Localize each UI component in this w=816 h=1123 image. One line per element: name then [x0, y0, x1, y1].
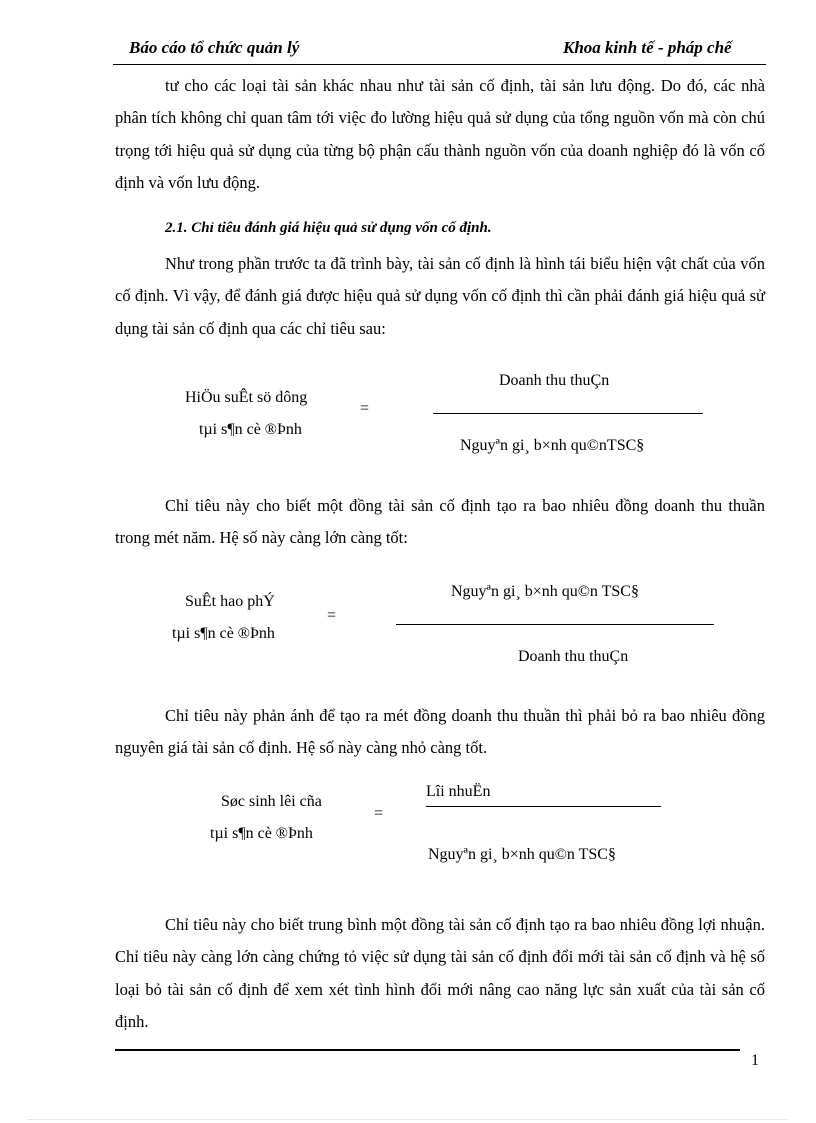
header-rule	[113, 64, 766, 65]
formula2-left-line2: tµi s¶n cè ®Þnh	[172, 625, 275, 642]
footer-rule	[115, 1049, 740, 1051]
section-heading: 2.1. Chỉ tiêu đánh giá hiệu quả sử dụng vốn cố định.	[165, 220, 492, 236]
paragraph-profitability-note: Chỉ tiêu này cho biết trung bình một đồng tài sản cố định tạo ra bao nhiêu đồng lợi nhuận. Chỉ tiêu này càng lớn càng chứng tỏ việc sử dụng tài sản cố định đổi mới tài sản cố định và hệ số loại bỏ tài sản cố định để xem xét tình hình đổi mới nâng cao năng lực sản xuất của tài sản cố định.	[115, 915, 765, 1031]
header-left-title: Báo cáo tổ chức quản lý	[129, 38, 300, 57]
formula2-numerator: Nguyªn gi¸ b×nh qu©n TSC§	[451, 583, 639, 600]
formula3-left-line1: Søc sinh lêi cña	[221, 793, 322, 810]
formula1-left-line2: tµi s¶n cè ®Þnh	[199, 421, 302, 438]
formula2-denominator: Doanh thu thuÇn	[518, 648, 629, 665]
formula3-left-line2: tµi s¶n cè ®Þnh	[210, 825, 313, 842]
formula1-denominator: Nguyªn gi¸ b×nh qu©nTSC§	[460, 437, 645, 454]
formula1-numerator: Doanh thu thuÇn	[499, 372, 610, 389]
paragraph-fixed-assets: Như trong phần trước ta đã trình bày, tài sản cố định là hình tái biểu hiện vật chất của vốn cố định. Vì vậy, để đánh giá được hiệu quả sử dụng vốn cố định thì cần phải đánh giá hiệu quả sử dụng tài sản cố định qua các chỉ tiêu sau:	[115, 254, 765, 338]
formula2-fraction-bar	[396, 624, 714, 625]
formula2-equals: =	[327, 607, 337, 624]
formula2-left-line1: SuÊt hao phÝ	[185, 593, 275, 610]
header-right-title: Khoa kinh tế - pháp chế	[563, 38, 732, 57]
page-number: 1	[751, 1052, 759, 1069]
paragraph-efficiency-note: Chỉ tiêu này cho biết một đồng tài sản cố định tạo ra bao nhiêu đồng doanh thu thuần trong mét năm. Hệ số này càng lớn càng tốt:	[115, 496, 765, 548]
formula3-fraction-bar	[426, 806, 661, 807]
formula3-numerator: Lîi nhuËn	[426, 783, 491, 800]
page-bottom-dotted-line	[28, 1119, 788, 1120]
formula1-fraction-bar	[433, 413, 703, 414]
formula3-denominator: Nguyªn gi¸ b×nh qu©n TSC§	[428, 846, 616, 863]
formula1-left-line1: HiÖu suÊt sö dông	[185, 389, 308, 406]
paragraph-intro: tư cho các loại tài sản khác nhau như tài sản cố định, tài sản lưu động. Do đó, các nhà phân tích không chỉ quan tâm tới việc đo lường hiệu quả sử dụng của tổng nguồn vốn mà còn chú trọng tới hiệu quả sử dụng của từng bộ phận cấu thành nguồn vốn của doanh nghiệp đó là vốn cố định và vốn lưu động.	[115, 76, 765, 192]
formula3-equals: =	[374, 805, 384, 822]
paragraph-consumption-note: Chỉ tiêu này phản ánh để tạo ra mét đồng doanh thu thuần thì phải bỏ ra bao nhiêu đồng nguyên giá tài sản cố định. Hệ số này càng nhỏ càng tốt.	[115, 706, 765, 758]
formula1-equals: =	[360, 400, 370, 417]
